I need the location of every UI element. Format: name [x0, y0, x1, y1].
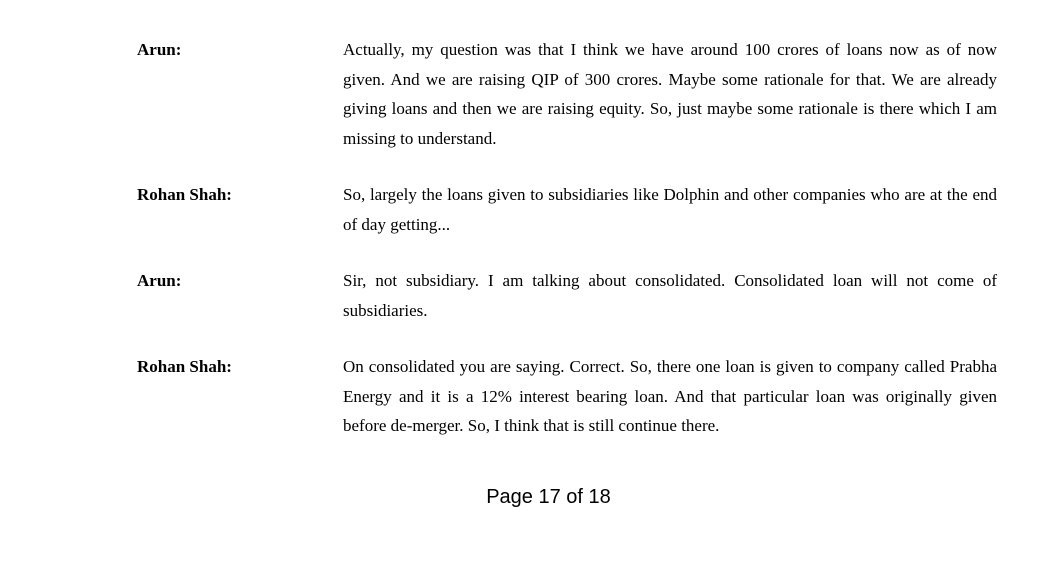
speech-text: On consolidated you are saying. Correct. So, there one loan is given to company called Prabha Energy and it is a 12% interest bearing loan. And that particular loan was originally given before de-merger. So, I think that is still continue there. [343, 357, 997, 435]
speaker-name: Rohan Shah: [137, 357, 232, 376]
speaker-name: Arun: [137, 271, 182, 290]
speech-text: Actually, my question was that I think we have around 100 crores of loans now as of now given. And we are raising QIP of 300 crores. Maybe some rationale for that. We are already giving loans and then we are raising equity. So, just maybe some rationale is there which I am missing to understand. [343, 40, 997, 148]
speaker-name: Rohan Shah: [137, 185, 232, 204]
page-number: Page 17 of 18 [486, 486, 611, 508]
speech-text: Sir, not subsidiary. I am talking about consolidated. Consolidated loan will not come of subsidiaries. [343, 271, 997, 320]
speaker-name: Arun: [137, 40, 182, 59]
speech-text: So, largely the loans given to subsidiaries like Dolphin and other companies who are at the end of day getting... [343, 185, 997, 234]
